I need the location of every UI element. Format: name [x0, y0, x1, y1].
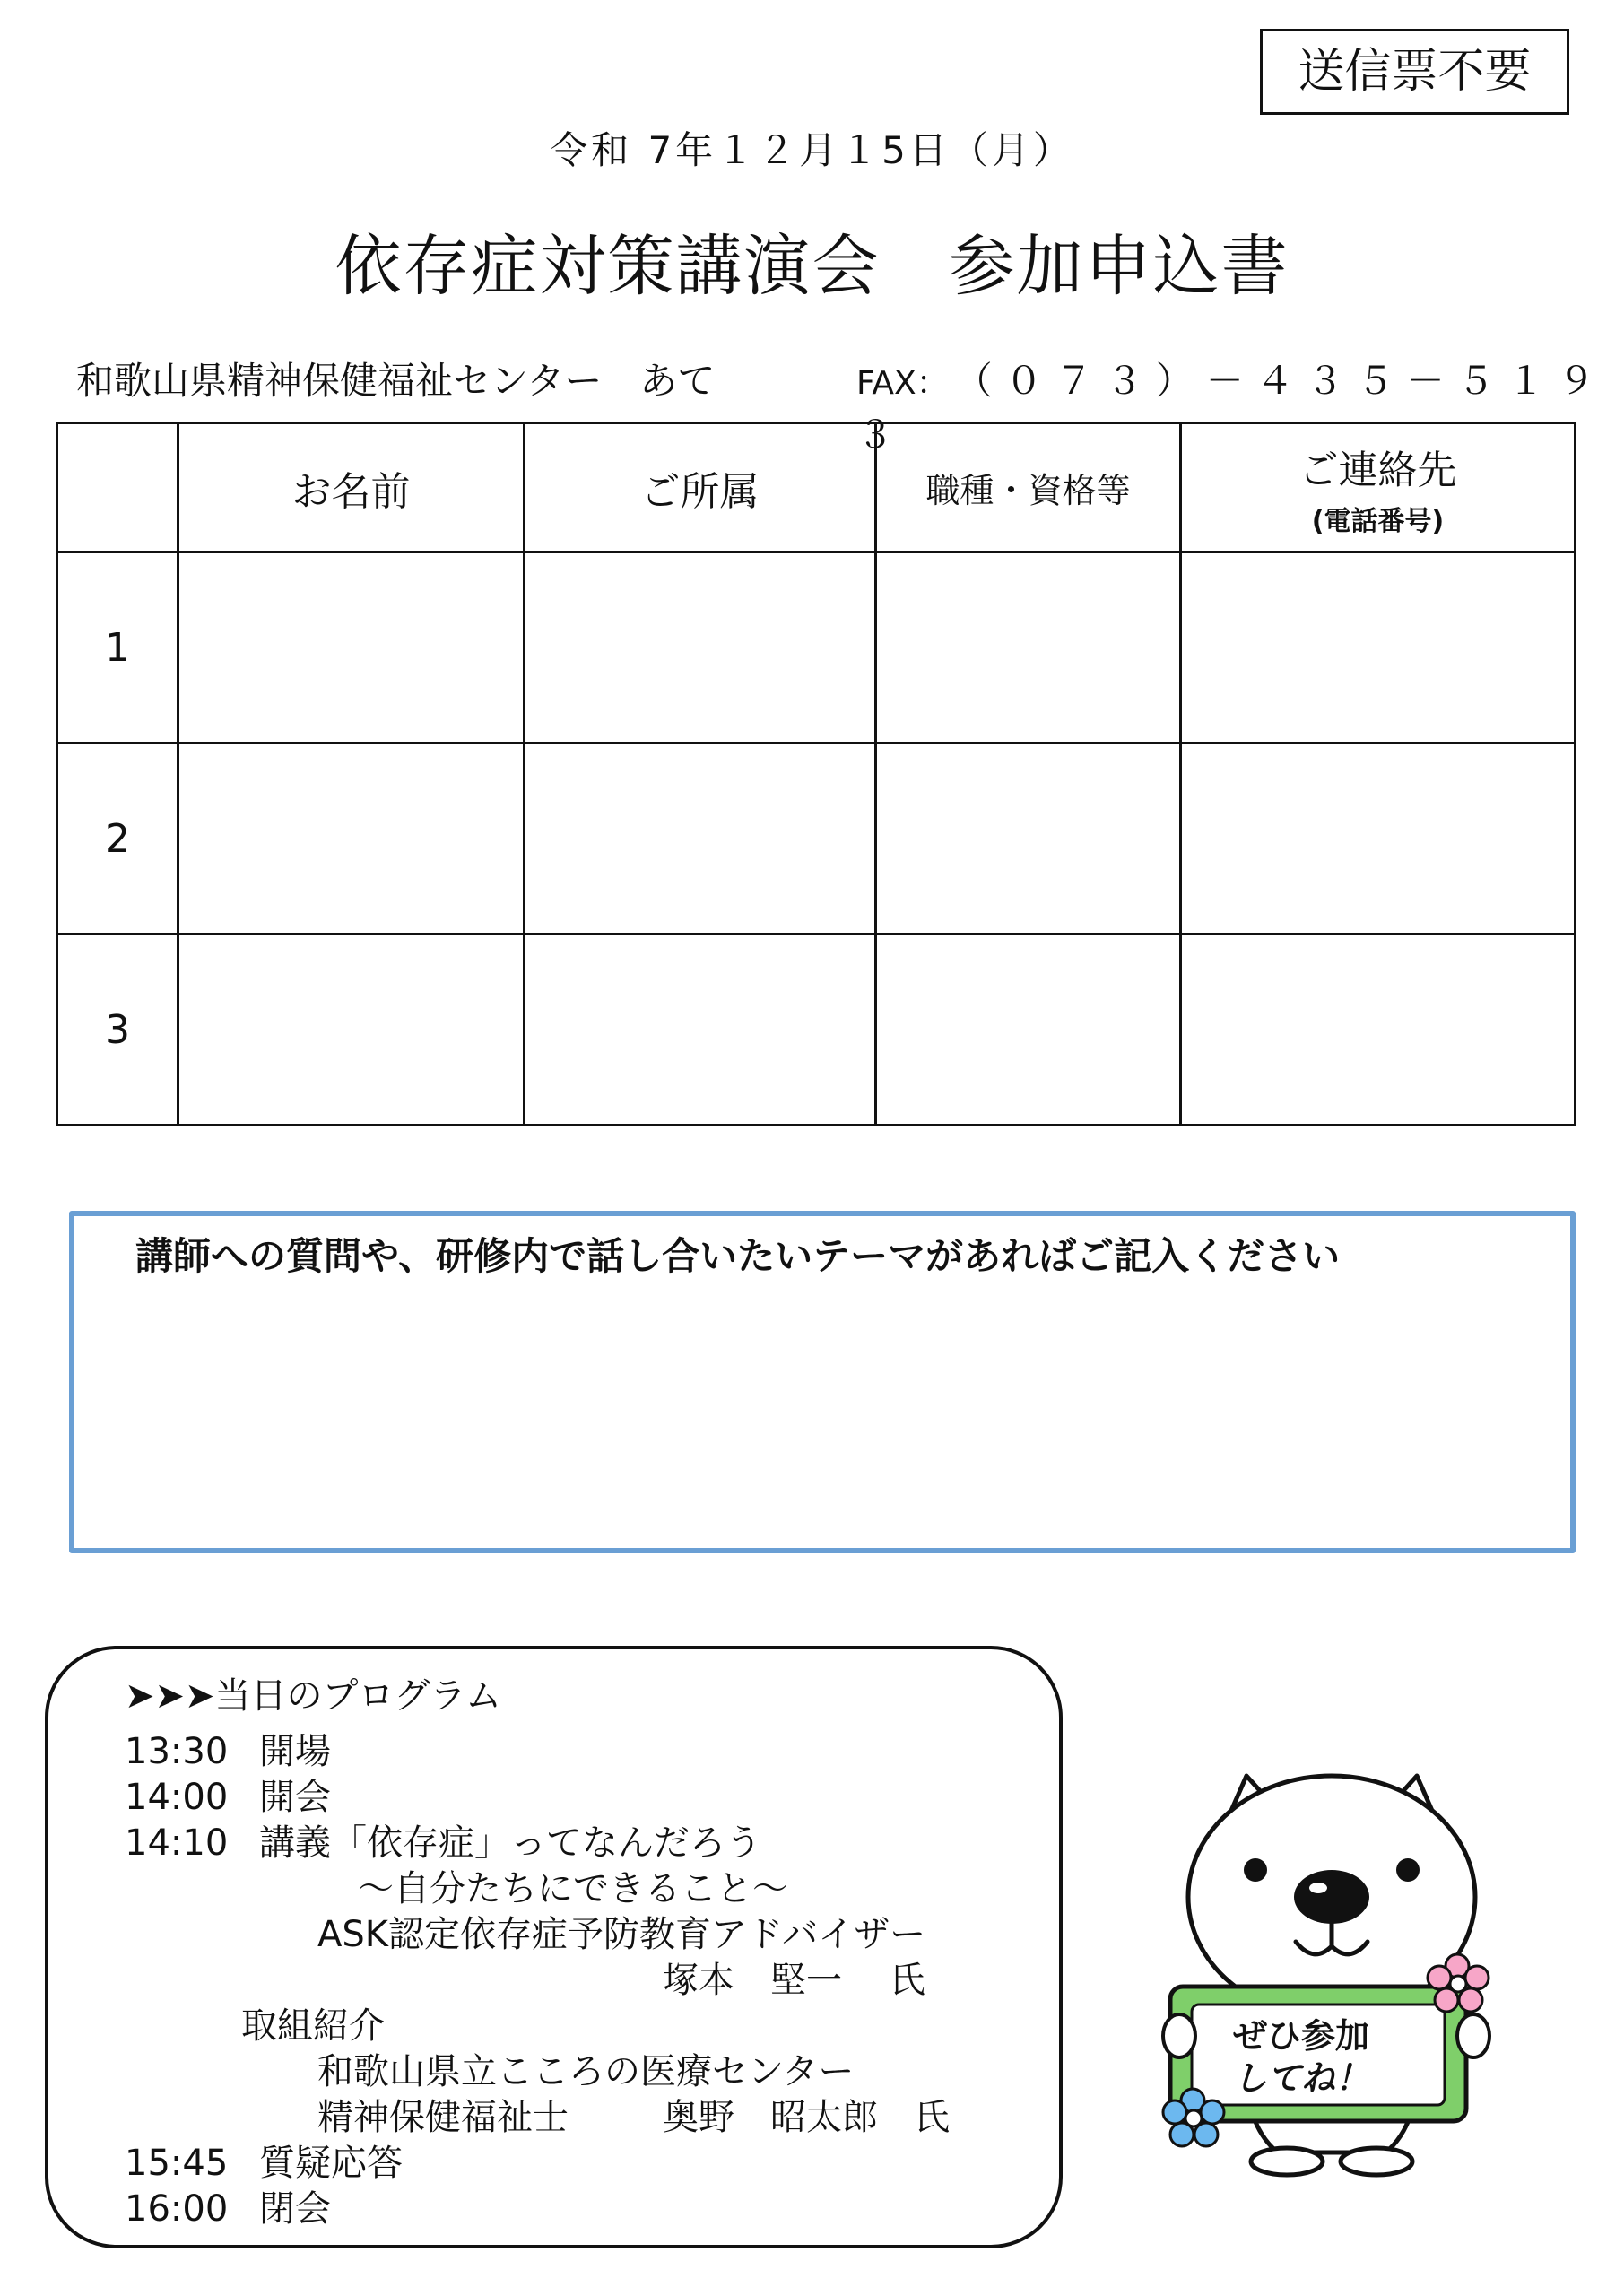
mascot-left-eye: [1244, 1858, 1267, 1882]
header-name: お名前: [178, 423, 525, 552]
table-row: [57, 744, 1576, 935]
page-title: 依存症対策講演会 参加申込書: [334, 228, 1290, 305]
program-time: 13:30: [125, 1731, 229, 1772]
mascot-right-eye: [1396, 1858, 1420, 1882]
mascot-right-foot: [1341, 2148, 1412, 2175]
contact-field[interactable]: [1181, 935, 1576, 1126]
program-time: 16:00: [125, 2188, 229, 2230]
occupation-field[interactable]: [876, 935, 1181, 1126]
contact-field[interactable]: [1181, 552, 1576, 744]
mascot-nose-highlight: [1309, 1883, 1327, 1893]
mascot-illustration: [1161, 1740, 1502, 2188]
affiliation-field[interactable]: [525, 935, 876, 1126]
affiliation-field[interactable]: [525, 552, 876, 744]
header-affiliation: ご所属: [525, 423, 876, 552]
intro-role: 精神保健福祉士: [317, 2097, 569, 2138]
program-item: [125, 1814, 761, 1866]
header-occupation: 職種・資格等: [876, 423, 1181, 552]
program-box: [45, 1646, 1063, 2248]
row-number: 2: [57, 744, 178, 935]
program-label: 開会: [259, 1777, 331, 1818]
event-date: 令和 7年１２月１5日（月）: [550, 128, 1074, 172]
table-row: [57, 552, 1576, 744]
header-contact-label: ご連絡先: [1298, 447, 1457, 493]
program-label: 講義「依存症」ってなんだろう: [259, 1822, 761, 1864]
intro-name: 奥野 昭太郎 氏: [663, 2097, 950, 2138]
program-label: 開場: [259, 1731, 331, 1772]
occupation-field[interactable]: [876, 552, 1181, 744]
program-item: [125, 1723, 331, 1774]
program-item: [125, 2135, 403, 2186]
lecturer-name: 塚本 堅一 氏: [663, 1960, 925, 2001]
program-time: 14:00: [125, 1777, 229, 1818]
row-number: 3: [57, 935, 178, 1126]
program-time: 15:45: [125, 2143, 229, 2184]
program-item: [125, 1769, 331, 1820]
program-time: 14:10: [125, 1822, 229, 1864]
name-field[interactable]: [178, 744, 525, 935]
fax-number: （０７３）－４３５－５１９３: [856, 359, 1608, 457]
row-number: 1: [57, 552, 178, 744]
table-header-row: [57, 423, 1576, 552]
program-label: 質疑応答: [259, 2143, 403, 2184]
program-title: ➤➤➤当日のプログラム: [125, 1675, 502, 1717]
mascot-left-foot: [1251, 2148, 1323, 2175]
intro-label: 取組紹介: [241, 2005, 385, 2047]
lecturer-title: ASK認定依存症予防教育アドバイザー: [317, 1914, 926, 1955]
question-box[interactable]: [69, 1211, 1576, 1553]
application-table: [56, 422, 1576, 1126]
fax-label: FAX：: [856, 365, 949, 402]
occupation-field[interactable]: [876, 744, 1181, 935]
lecture-subtitle: ～自分たちにできること～: [358, 1868, 788, 1909]
mascot-right-paw: [1457, 2014, 1489, 2057]
mascot-sign-line1: ぜひ参加: [1233, 2018, 1370, 2056]
addressee: 和歌山県精神保健福祉センター あて: [76, 359, 716, 403]
header-contact-sub: (電話番号): [1311, 505, 1445, 537]
no-cover-sheet-box: 送信票不要: [1260, 29, 1569, 115]
mascot-left-paw: [1163, 2014, 1195, 2057]
mascot-nose: [1294, 1870, 1369, 1924]
header-number-cell: [57, 423, 178, 552]
name-field[interactable]: [178, 935, 525, 1126]
program-item: [125, 2180, 331, 2231]
table-row: [57, 935, 1576, 1126]
name-field[interactable]: [178, 552, 525, 744]
affiliation-field[interactable]: [525, 744, 876, 935]
program-label: 閉会: [259, 2188, 331, 2230]
question-prompt: 講師への質問や、研修内で話し合いたいテーマがあればご記入ください: [135, 1234, 1341, 1278]
intro-org: 和歌山県立こころの医療センター: [317, 2051, 855, 2092]
contact-field[interactable]: [1181, 744, 1576, 935]
mascot-sign-line2: してね！: [1233, 2060, 1370, 2098]
header-contact: [1181, 423, 1576, 552]
